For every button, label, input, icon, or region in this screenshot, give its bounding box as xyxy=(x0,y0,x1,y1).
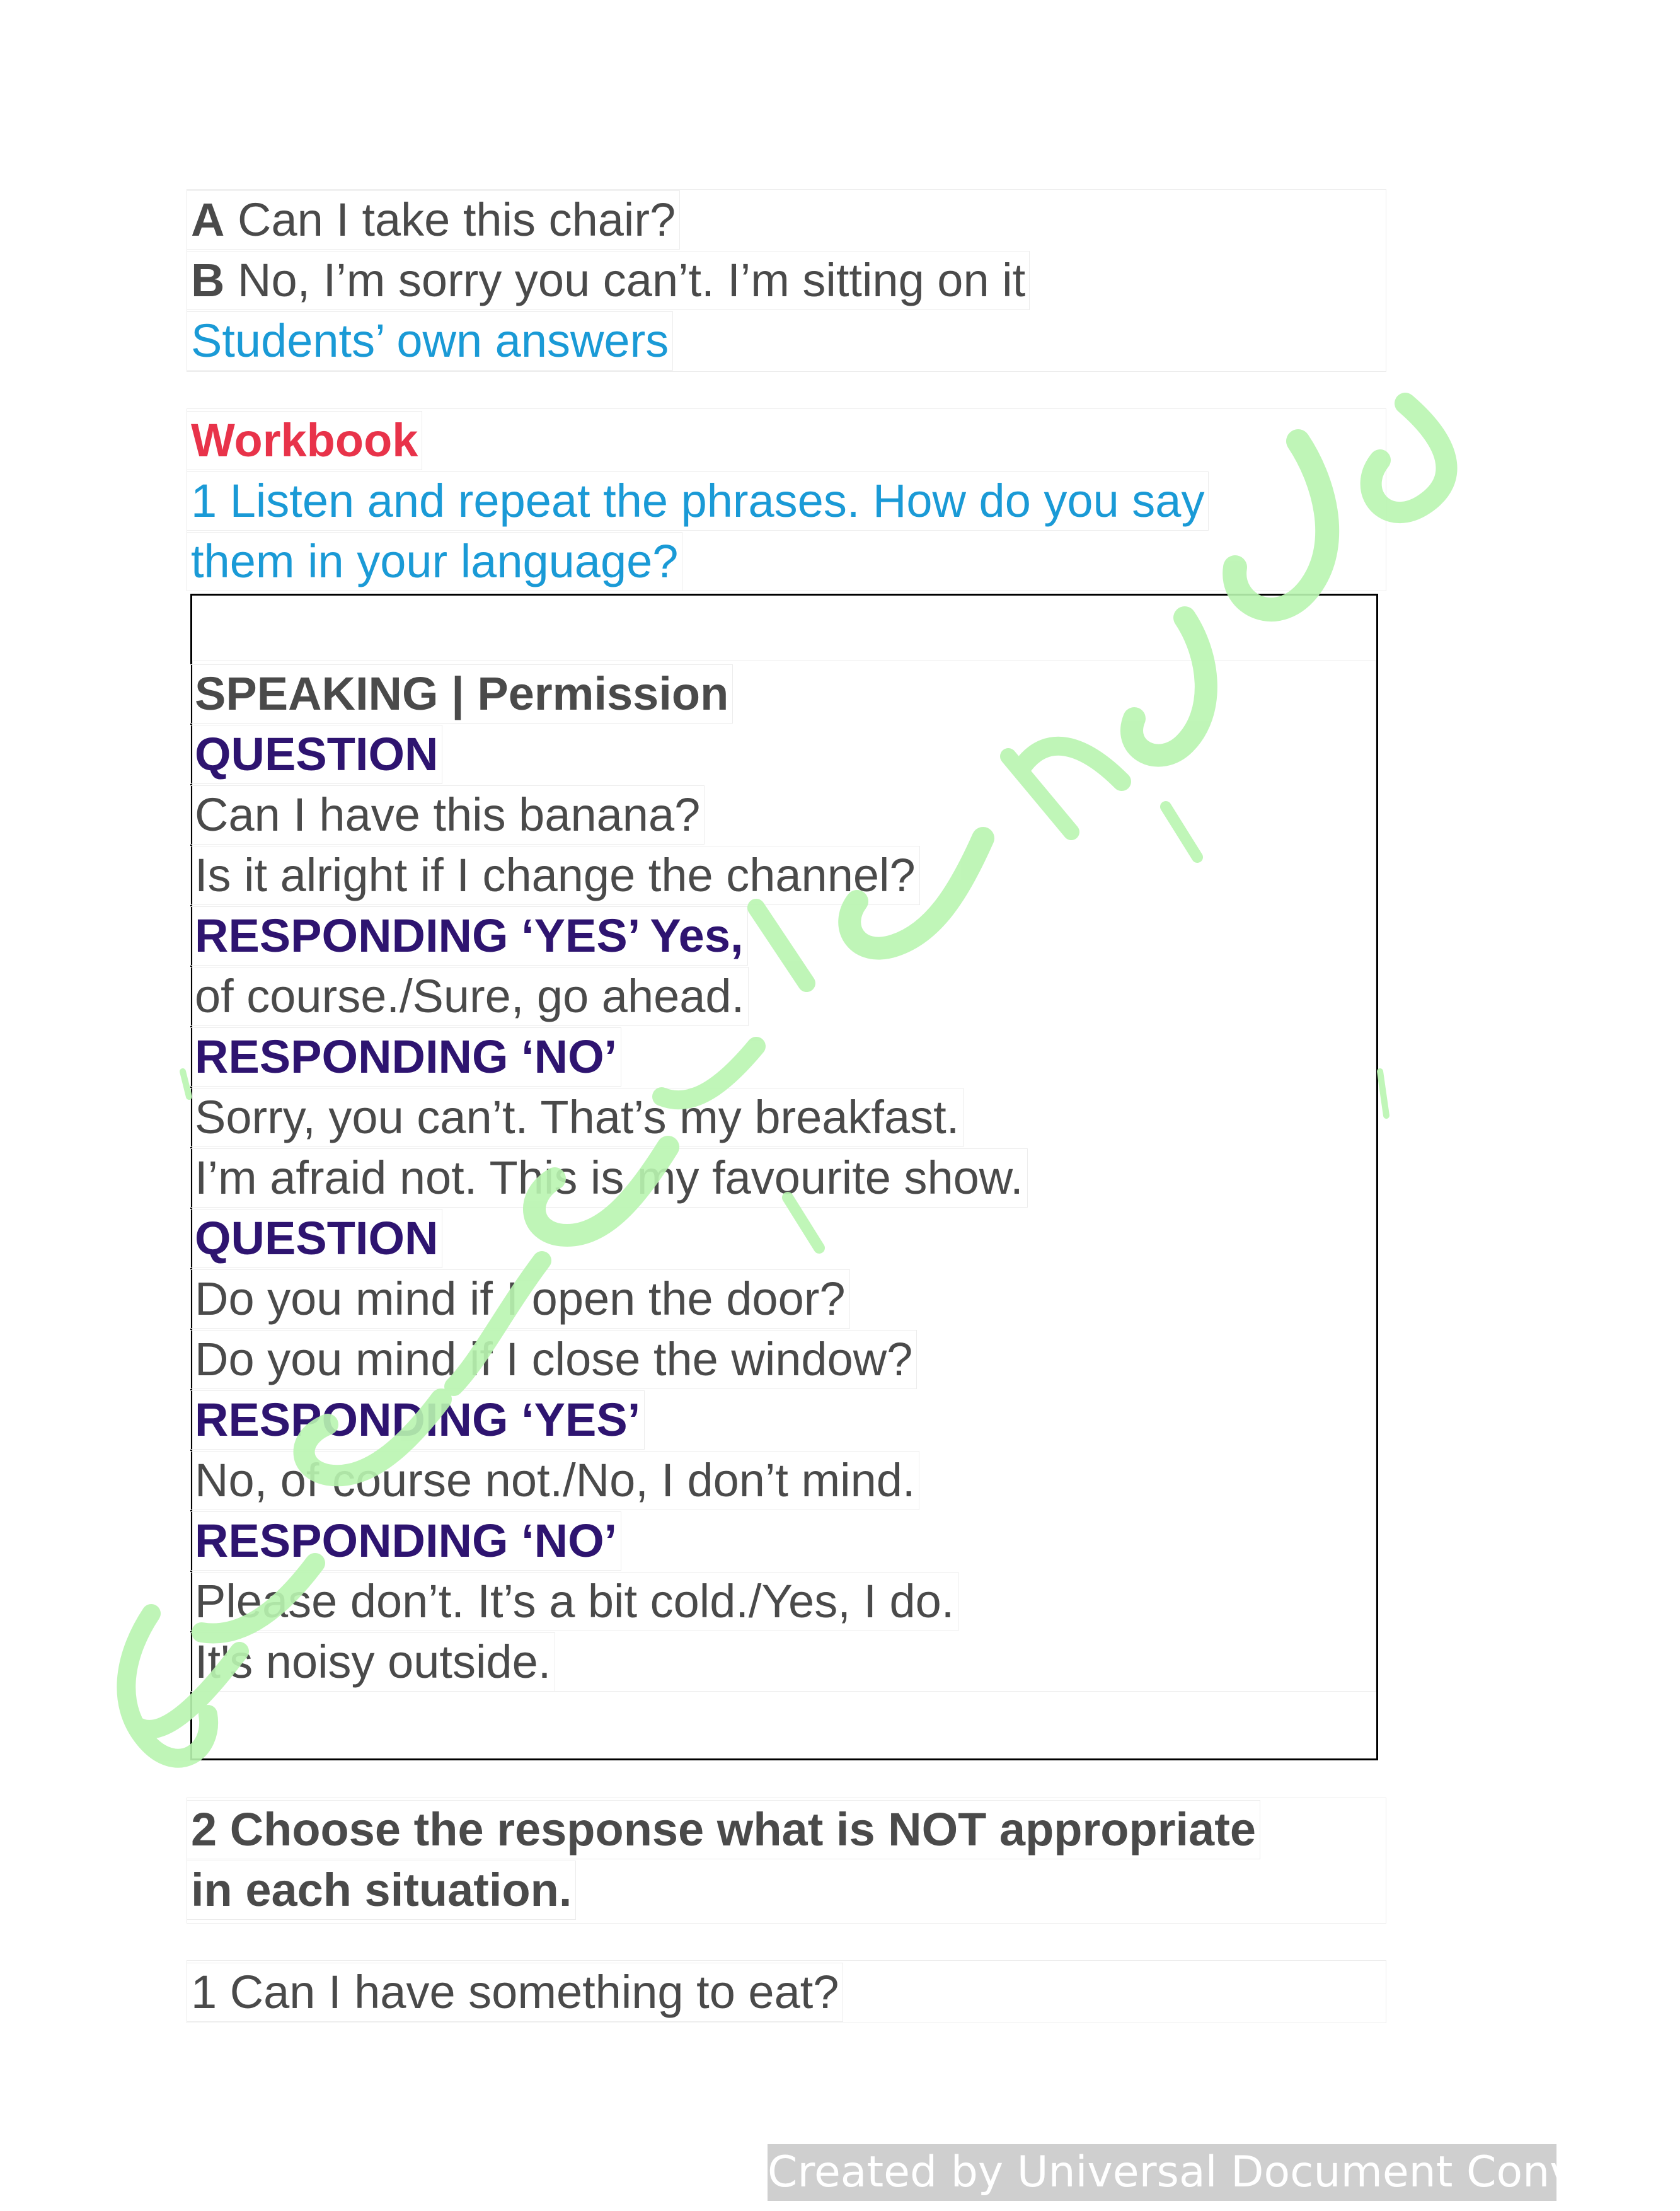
dialogue-line-b xyxy=(187,251,1030,310)
responding-yes-label-2: RESPONDING ‘YES’ xyxy=(190,1390,645,1450)
speaking-title: SPEAKING | Permission xyxy=(190,664,733,724)
exercise2-instruction-line1: 2 Choose the response what is NOT appropriate xyxy=(187,1800,1260,1859)
dialogue-line-a xyxy=(187,190,680,250)
line-a-text: Can I take this chair? xyxy=(224,193,676,246)
question-label-1: QUESTION xyxy=(190,725,442,784)
exercise1-instruction-line2: them in your language? xyxy=(187,532,682,591)
students-answers: Students’ own answers xyxy=(187,311,673,371)
exercise2-instruction-line2: in each situation. xyxy=(187,1861,576,1920)
responding-no-item-breakfast: Sorry, you can’t. That’s my breakfast. xyxy=(190,1088,964,1147)
responding-yes-label-1: RESPONDING ‘YES’ Yes, xyxy=(190,906,748,966)
exercise2-item-1: 1 Can I have something to eat? xyxy=(187,1963,843,2022)
question-label-2: QUESTION xyxy=(190,1209,442,1268)
workbook-heading: Workbook xyxy=(187,411,422,470)
exercise1-instruction-line1: 1 Listen and repeat the phrases. How do you say xyxy=(187,471,1209,531)
question-item-banana: Can I have this banana? xyxy=(190,785,705,845)
responding-no-item-cold: Please don’t. It’s a bit cold./Yes, I do. xyxy=(190,1572,958,1631)
responding-no-label-1: RESPONDING ‘NO’ xyxy=(190,1027,621,1087)
responding-yes-item-2: No, of course not./No, I don’t mind. xyxy=(190,1451,919,1510)
responding-no-label-2: RESPONDING ‘NO’ xyxy=(190,1511,621,1571)
question-item-window: Do you mind if I close the window? xyxy=(190,1330,917,1389)
question-item-door: Do you mind if I open the door? xyxy=(190,1269,850,1329)
speaker-a: A xyxy=(191,193,225,246)
converter-footer-stamp: Created by Universal Document Converter xyxy=(768,2144,1556,2201)
question-item-channel: Is it alright if I change the channel? xyxy=(190,846,920,905)
responding-no-item-show: I’m afraid not. This is my favourite show. xyxy=(190,1148,1028,1208)
line-b-text: No, I’m sorry you can’t. I’m sitting on it xyxy=(224,254,1026,306)
responding-yes-item-1: of course./Sure, go ahead. xyxy=(190,967,749,1026)
speaker-b: B xyxy=(191,254,225,306)
responding-no-item-noisy: It's noisy outside. xyxy=(190,1632,555,1692)
